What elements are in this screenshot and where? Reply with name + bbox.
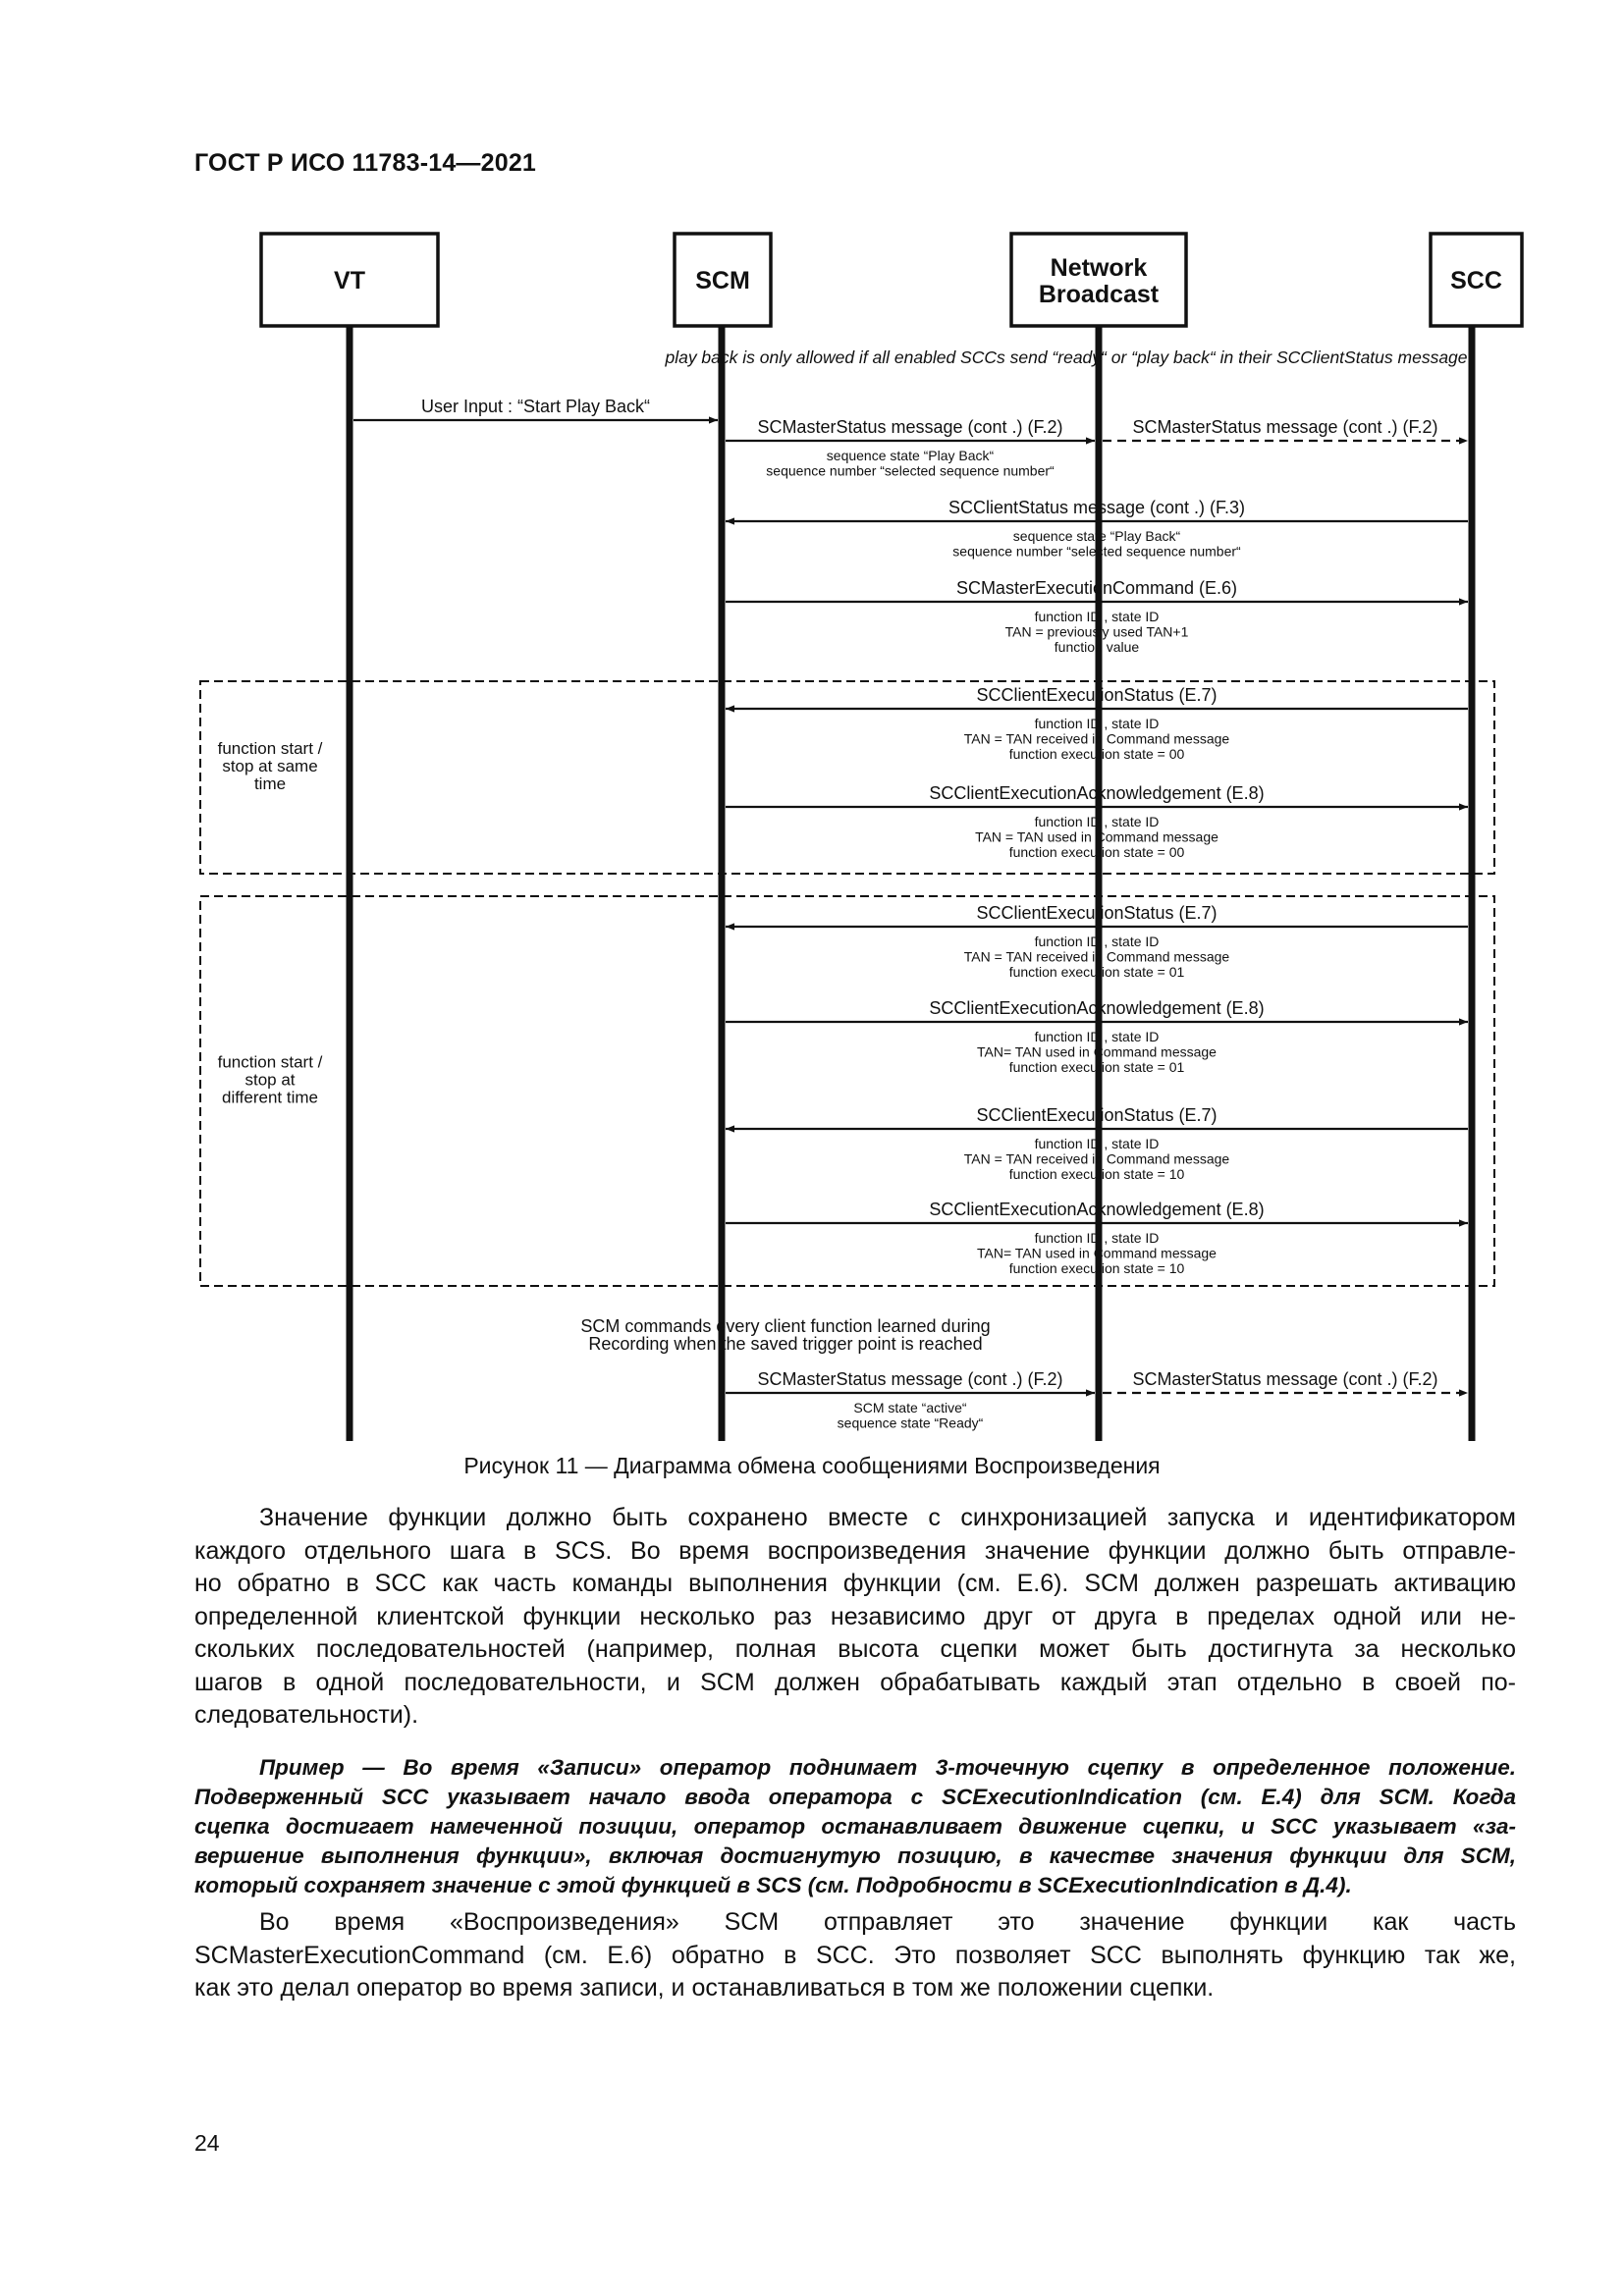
group-label: stop at — [244, 1070, 296, 1090]
message-note: function ID , state ID — [1034, 609, 1160, 624]
group-label: time — [253, 774, 287, 793]
participant-label-scm: SCM — [695, 267, 750, 294]
group-label: stop at same — [222, 757, 318, 775]
participant-label-scc: SCC — [1450, 267, 1502, 294]
message-note: function execution state = 00 — [1008, 746, 1185, 762]
message-note: TAN = previously used TAN+1 — [1004, 623, 1189, 640]
message-label: SCClientStatus message (cont .) (F.3) — [947, 498, 1246, 517]
message-note: function ID , state ID — [1034, 1136, 1160, 1151]
message-label: SCMasterStatus message (cont .) (F.2) — [1132, 1369, 1438, 1389]
participant-label-nb: Network — [1050, 254, 1148, 282]
message-label: SCMasterStatus message (cont .) (F.2) — [1132, 417, 1438, 437]
figure-caption: Рисунок 11 — Диаграмма обмена сообщениями Воспроизведения — [463, 1453, 1161, 1478]
example-line: который сохраняет значение с этой функцией в SCS (см. Подробности в SCExecutionIndication в Д.4). — [194, 1873, 1352, 1897]
group-frame-same-time — [200, 681, 1494, 874]
message-label: SCClientExecutionStatus (E.7) — [976, 903, 1218, 923]
message-label: SCMasterStatus message (cont .) (F.2) — [757, 417, 1063, 437]
message-note: function ID , state ID — [1034, 1230, 1160, 1246]
message-note: sequence number “selected sequence number“ — [952, 543, 1241, 560]
message-label: SCClientExecutionStatus (E.7) — [976, 1105, 1218, 1125]
message-note: TAN= TAN used in Command message — [977, 1245, 1217, 1261]
message-note: TAN= TAN used in Command message — [977, 1043, 1217, 1060]
page-number: 24 — [194, 2130, 220, 2156]
document-header: ГОСТ Р ИСО 11783-14—2021 — [194, 149, 537, 177]
message-note: function execution state = 00 — [1008, 844, 1185, 860]
message-note: sequence state “Ready“ — [837, 1415, 984, 1431]
participant-label-vt: VT — [334, 267, 365, 294]
message-note: function ID , state ID — [1034, 934, 1160, 949]
paragraph-1-line: но обратно в SCC как часть команды выполнения функции (см. Е.6). SCM должен разрешать активацию — [194, 1570, 1516, 1597]
message-note: function execution state = 01 — [1008, 964, 1185, 980]
message-note: function execution state = 01 — [1008, 1059, 1185, 1075]
free-note: SCM commands every client function learned during — [580, 1316, 991, 1336]
message-note: function ID , state ID — [1034, 814, 1160, 829]
group-label: different time — [222, 1088, 318, 1107]
paragraph-1-line: следовательности). — [194, 1701, 419, 1729]
paragraph-1 — [194, 1502, 1516, 1733]
group-label: function start / — [217, 739, 323, 758]
example-line: Подверженный SCC указывает начало ввода оператора с SCExecutionIndication (см. Е.4) для SCM. Когда — [194, 1785, 1516, 1809]
message-note: SCM state “active“ — [853, 1400, 967, 1415]
paragraph-2-line: SCMasterExecutionCommand (см. Е.6) обратно в SCC. Это позволяет SCC выполнять функцию так же, — [194, 1941, 1516, 1969]
message-note: function execution state = 10 — [1008, 1166, 1185, 1182]
group-frame-different-time — [200, 896, 1494, 1286]
paragraph-1-line: скольких последовательностей (например, полная высота сцепки может быть достигнута за несколько — [194, 1635, 1516, 1663]
message-label: SCClientExecutionStatus (E.7) — [976, 685, 1218, 705]
message-note: TAN = TAN received in Command message — [963, 730, 1230, 747]
message-note: function ID , state ID — [1034, 716, 1160, 731]
message-label: SCMasterStatus message (cont .) (F.2) — [757, 1369, 1063, 1389]
example-line: сцепка достигает намеченной позиции, оператор останавливает движение сцепки, и SCC указывает «за- — [194, 1814, 1516, 1839]
message-note: function execution state = 10 — [1008, 1260, 1185, 1276]
paragraph-2-line: Во время «Воспроизведения» SCM отправляет это значение функции как часть — [259, 1908, 1516, 1936]
message-label: User Input : “Start Play Back“ — [420, 397, 651, 416]
participant-label-nb: Broadcast — [1038, 281, 1160, 308]
message-note: sequence number “selected sequence number“ — [766, 462, 1055, 479]
paragraph-2 — [194, 1906, 1516, 2005]
paragraph-2-line: как это делал оператор во время записи, и останавливаться в том же положении сцепки. — [194, 1974, 1215, 2002]
message-label: SCMasterExecutionCommand (E.6) — [955, 578, 1238, 598]
message-label: SCClientExecutionAcknowledgement (E.8) — [929, 998, 1265, 1018]
message-note: TAN = TAN received in Command message — [963, 948, 1230, 965]
message-note: TAN = TAN received in Command message — [963, 1150, 1230, 1167]
example-line: вершение выполнения функции», включая достигнутую позицию, в качестве значения функции для SCM, — [194, 1843, 1516, 1868]
group-label: function start / — [217, 1052, 323, 1072]
paragraph-1-line: Значение функции должно быть сохранено вместе с синхронизацией запуска и идентификатором — [259, 1504, 1516, 1531]
message-note: function ID , state ID — [1034, 1029, 1160, 1044]
message-label: SCClientExecutionAcknowledgement (E.8) — [929, 1200, 1265, 1219]
example-paragraph — [194, 1753, 1516, 1900]
example-line: Пример — Во время «Записи» оператор поднимает 3-точечную сцепку в определенное положение. — [259, 1755, 1516, 1780]
message-label: SCClientExecutionAcknowledgement (E.8) — [929, 783, 1265, 803]
paragraph-1-line: шагов в одной последовательности, и SCM должен обрабатывать каждый этап отдельно в своей по- — [194, 1668, 1516, 1696]
free-note: Recording when the saved trigger point is reached — [588, 1334, 983, 1354]
message-note: TAN = TAN used in Command message — [975, 828, 1218, 845]
message-note: sequence state “Play Back“ — [826, 448, 995, 463]
paragraph-1-line: каждого отдельного шага в SCS. Во время воспроизведения значение функции должно быть отправле- — [194, 1536, 1516, 1565]
message-note: sequence state “Play Back“ — [1012, 528, 1181, 544]
paragraph-1-line: определенной клиентской функции несколько раз независимо друг от друга в пределах одной или не- — [194, 1602, 1516, 1630]
top-note: play back is only allowed if all enabled SCCs send “ready“ or “play back“ in their SCClientStatus message — [665, 347, 1468, 367]
message-note: function value — [1054, 639, 1140, 655]
